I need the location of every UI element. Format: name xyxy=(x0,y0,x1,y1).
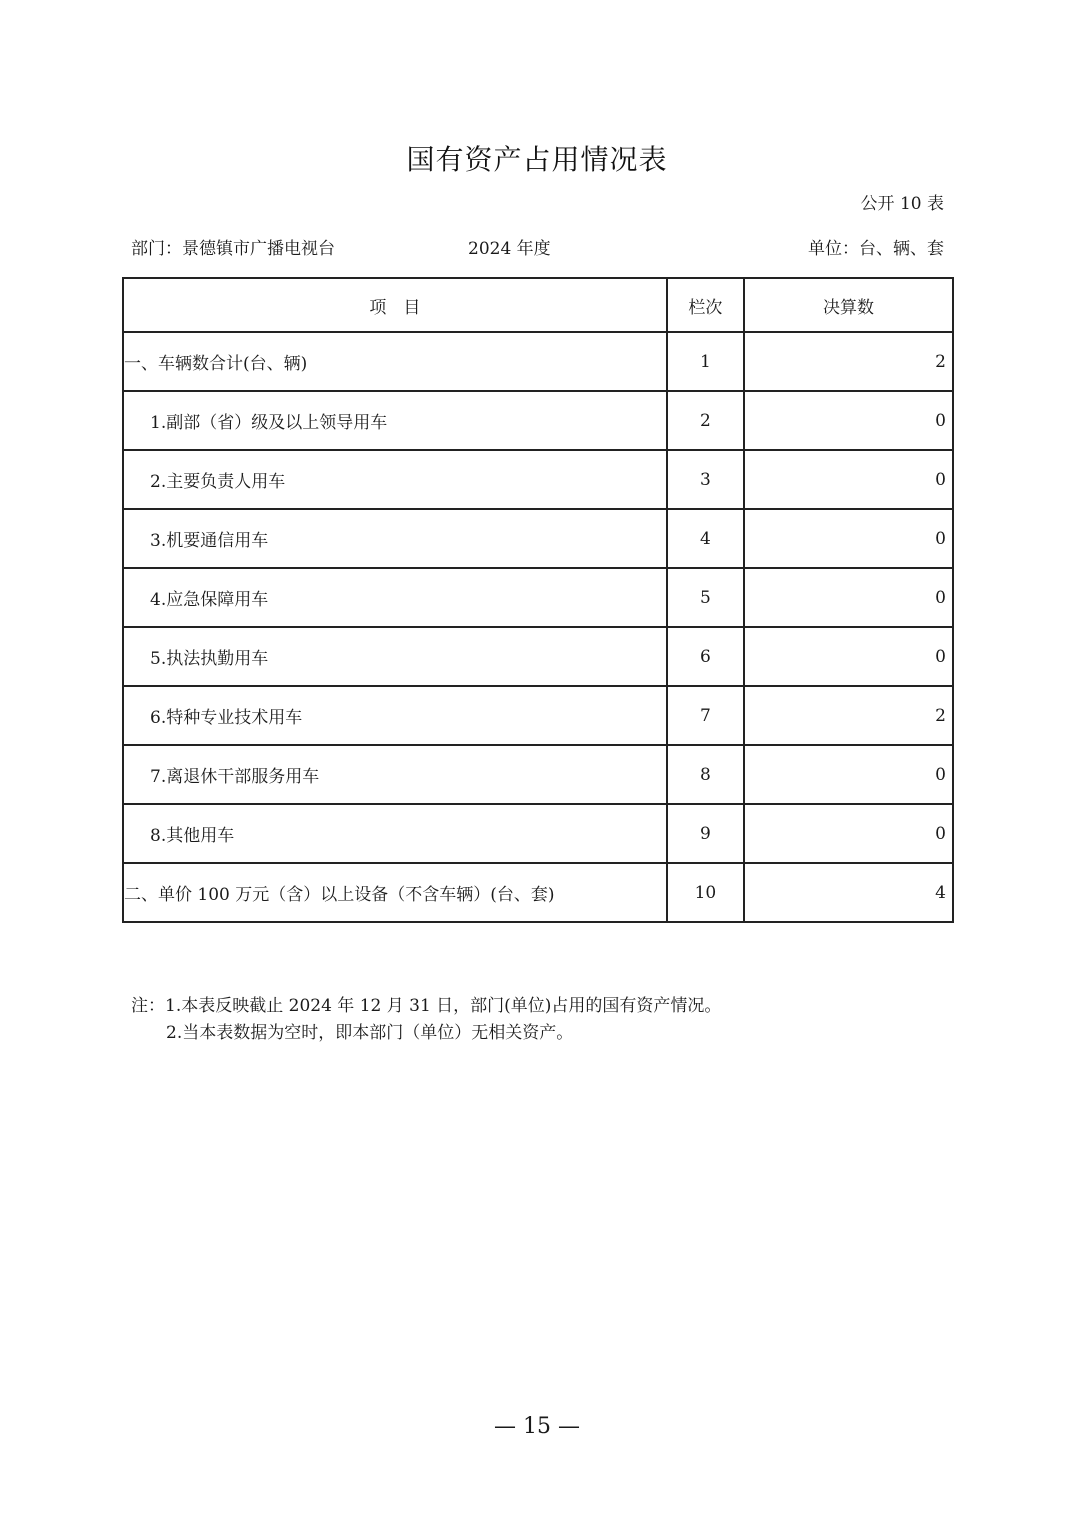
row-value: 0 xyxy=(744,391,953,450)
row-seq: 9 xyxy=(667,804,744,863)
asset-table xyxy=(122,277,954,923)
row-seq: 4 xyxy=(667,509,744,568)
row-value: 0 xyxy=(744,509,953,568)
row-item: 6.特种专业技术用车 xyxy=(123,686,667,745)
row-value: 2 xyxy=(744,332,953,391)
row-seq: 8 xyxy=(667,745,744,804)
table-row xyxy=(123,450,953,509)
row-item: 3.机要通信用车 xyxy=(123,509,667,568)
row-seq: 7 xyxy=(667,686,744,745)
row-item: 二、单价 100 万元（含）以上设备（不含车辆）(台、套) xyxy=(123,863,667,922)
department-label: 部门：景德镇市广播电视台 xyxy=(131,239,335,259)
unit-label: 单位：台、辆、套 xyxy=(808,239,944,259)
table-row xyxy=(123,745,953,804)
table-header-row xyxy=(123,278,953,332)
page-number: — 15 — xyxy=(494,1414,580,1439)
header-item: 项 目 xyxy=(123,278,667,332)
row-value: 4 xyxy=(744,863,953,922)
row-value: 0 xyxy=(744,627,953,686)
row-item: 1.副部（省）级及以上领导用车 xyxy=(123,391,667,450)
fiscal-year-label: 2024 年度 xyxy=(468,239,551,259)
table-number: 公开 10 表 xyxy=(860,194,944,214)
row-item: 8.其他用车 xyxy=(123,804,667,863)
row-value: 0 xyxy=(744,745,953,804)
table-row xyxy=(123,391,953,450)
table-row xyxy=(123,804,953,863)
row-seq: 2 xyxy=(667,391,744,450)
table-row xyxy=(123,863,953,922)
row-value: 0 xyxy=(744,568,953,627)
table-row xyxy=(123,509,953,568)
row-value: 2 xyxy=(744,686,953,745)
row-value: 0 xyxy=(744,804,953,863)
row-item: 5.执法执勤用车 xyxy=(123,627,667,686)
table-row xyxy=(123,627,953,686)
note-line-2: 2.当本表数据为空时，即本部门（单位）无相关资产。 xyxy=(166,1023,574,1043)
table-row xyxy=(123,332,953,391)
row-seq: 6 xyxy=(667,627,744,686)
table-row xyxy=(123,568,953,627)
row-item: 4.应急保障用车 xyxy=(123,568,667,627)
header-value: 决算数 xyxy=(744,278,953,332)
notes xyxy=(131,993,721,1047)
row-item: 2.主要负责人用车 xyxy=(123,450,667,509)
table-row xyxy=(123,686,953,745)
row-item: 一、车辆数合计(台、辆) xyxy=(123,332,667,391)
row-seq: 10 xyxy=(667,863,744,922)
row-seq: 5 xyxy=(667,568,744,627)
header-seq: 栏次 xyxy=(667,278,744,332)
row-seq: 1 xyxy=(667,332,744,391)
row-item: 7.离退休干部服务用车 xyxy=(123,745,667,804)
page-title: 国有资产占用情况表 xyxy=(406,143,668,176)
row-value: 0 xyxy=(744,450,953,509)
note-line-1: 注：1.本表反映截止 2024 年 12 月 31 日，部门(单位)占用的国有资产情况。 xyxy=(131,996,722,1016)
row-seq: 3 xyxy=(667,450,744,509)
